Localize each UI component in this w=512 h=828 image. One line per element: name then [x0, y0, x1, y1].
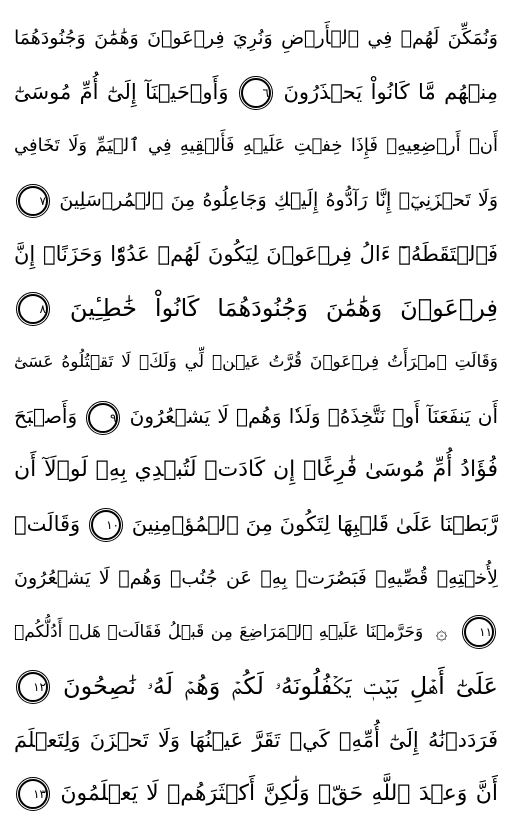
text-line	[14, 10, 498, 66]
ayah-number-marker: ٦	[241, 78, 271, 108]
verse-text: وَقَالَتۡ	[14, 512, 81, 536]
text-line	[14, 226, 498, 282]
hizb-quarter-marker: ۞	[435, 620, 448, 644]
verse-text: رَّبَطۡنَا عَلَىٰ قَلۡبِهَا لِتَكُونَ مِنَ ٱلۡمُؤۡمِنِينَ	[131, 512, 498, 536]
text-line	[14, 64, 498, 120]
ayah-number-marker: ١٢	[18, 672, 48, 702]
verse-text: فُؤَادُ أُمِّ مُوسَىٰ فَٰرِغًاۖ إِن كَادَتۡ لَتُبۡدِي بِهِۦ لَوۡلَآ أَن	[14, 457, 498, 482]
text-line	[14, 388, 498, 444]
text-line	[14, 550, 498, 606]
text-line	[14, 118, 498, 174]
verse-text: أَنَّ وَعۡدَ ٱللَّهِ حَقّٞ وَلَٰكِنَّ أَكۡثَرَهُمۡ لَا يَعۡلَمُونَ	[60, 781, 498, 806]
text-line	[14, 604, 498, 660]
text-line	[14, 442, 498, 498]
text-line	[14, 280, 498, 336]
verse-text: وَأَوۡحَيۡنَآ إِلَىٰٓ أُمِّ مُوسَىٰٓ	[14, 80, 229, 104]
text-line	[14, 658, 498, 714]
verse-text: وَلَا تَحۡزَنِيٓۖ إِنَّا رَآدُّوهُ إِلَيۡكِ وَجَاعِلُوهُ مِنَ ٱلۡمُرۡسَلِينَ	[59, 189, 498, 211]
text-line	[14, 766, 498, 822]
ayah-number-marker: ١٣	[18, 779, 48, 809]
verse-text: لِأُخۡتِهِۦ قُصِّيهِۖ فَبَصُرَتۡ بِهِۦ عَن جُنُبٖ وَهُمۡ لَا يَشۡعُرُونَ	[14, 567, 498, 589]
verse-text: أَنۡ أَرۡضِعِيهِۖ فَإِذَا خِفۡتِ عَلَيۡهِ فَأَلۡقِيهِ فِي ٱلۡيَمِّ وَلَا تَخَافِي	[14, 135, 498, 156]
verse-text: وَقَالَتِ ٱمۡرَأَتُ فِرۡعَوۡنَ قُرَّتُ عَيۡنٖ لِّي وَلَكَۖ لَا تَقۡتُلُوهُ عَسَىٰٓ	[14, 352, 498, 372]
ayah-number-marker: ٨	[18, 294, 48, 324]
verse-text: فَرَدَدۡنَٰهُ إِلَىٰٓ أُمِّهِۦ كَيۡ تَقَرَّ عَيۡنُهَا وَلَا تَحۡزَنَ وَلِتَعۡلَمَ	[14, 728, 498, 752]
text-line	[14, 712, 498, 768]
text-line	[14, 496, 498, 552]
verse-text: وَحَرَّمۡنَا عَلَيۡهِ ٱلۡمَرَاضِعَ مِن قَبۡلُ فَقَالَتۡ هَلۡ أَدُلُّكُمۡ	[14, 622, 424, 642]
verse-text: وَأَصۡبَحَ	[14, 404, 78, 428]
verse-text: فَٱلۡتَقَطَهُۥٓ ءَالُ فِرۡعَوۡنَ لِيَكُونَ لَهُمۡ عَدُوّٗا وَحَزَنًاۗ إِنَّ	[14, 242, 498, 266]
verse-text: فِرۡعَوۡنَ وَهَٰمَٰنَ وَجُنُودَهُمَا كَانُواْ خَٰطِـِٔينَ	[69, 294, 498, 322]
text-line	[14, 172, 498, 228]
verse-text: عَلَىٰٓ أَهۡلِ بَيۡتٖ يَكۡفُلُونَهُۥ لَكُمۡ وَهُمۡ لَهُۥ نَٰصِحُونَ	[62, 672, 498, 700]
verse-text: مِنۡهُم مَّا كَانُواْ يَحۡذَرُونَ	[283, 80, 498, 104]
ayah-number-marker: ٧	[18, 186, 48, 216]
verse-text: وَنُمَكِّنَ لَهُمۡ فِي ٱلۡأَرۡضِ وَنُرِيَ فِرۡعَوۡنَ وَهَٰمَٰنَ وَجُنُودَهُمَا	[14, 27, 498, 49]
ayah-number-marker: ١١	[464, 617, 494, 647]
verse-text: أَن يَنفَعَنَآ أَوۡ نَتَّخِذَهُۥ وَلَدٗا وَهُمۡ لَا يَشۡعُرُونَ	[129, 404, 498, 428]
ayah-number-marker: ١٠	[91, 510, 121, 540]
text-line	[14, 334, 498, 390]
ayah-number-marker: ٩	[88, 403, 118, 433]
